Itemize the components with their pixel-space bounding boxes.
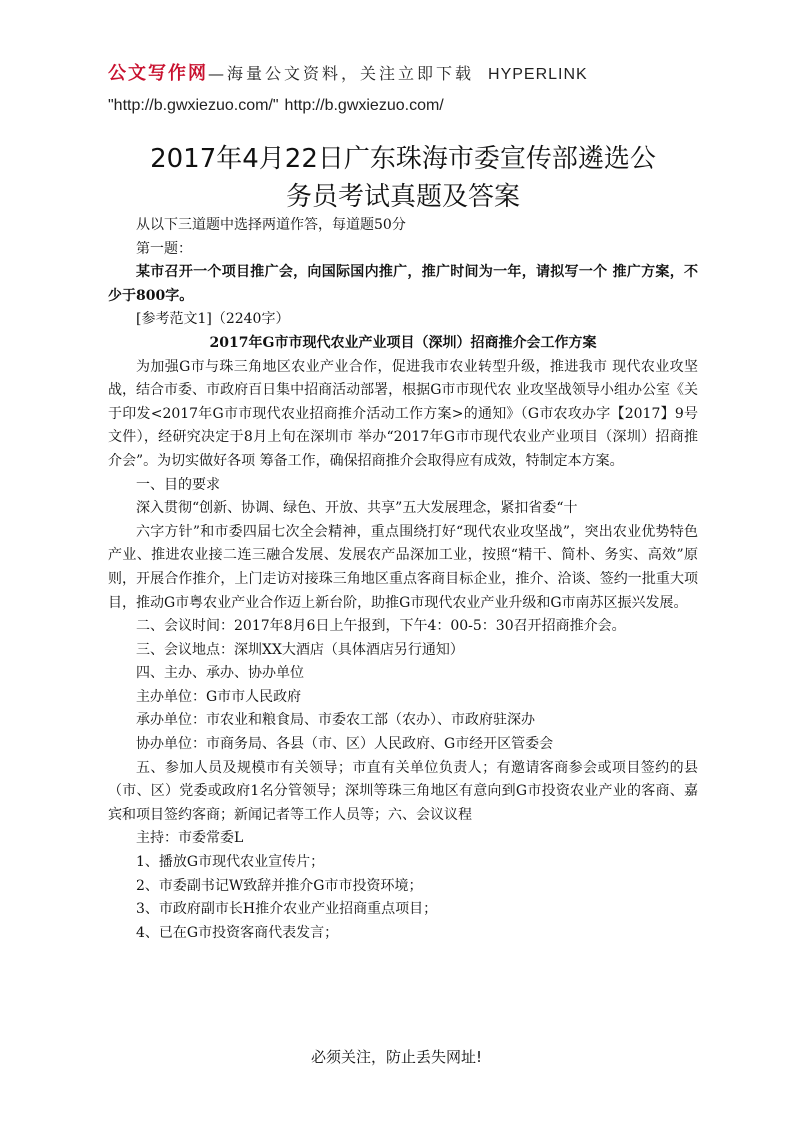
question-label: 第一题： <box>136 240 192 257</box>
header-url-line <box>108 91 698 121</box>
sample-title: 2017年G市市现代农业产业项目（深圳）招商推介会工作方案 <box>209 334 597 351</box>
page-footer: 必须关注，防止丢失网址! <box>310 1048 482 1066</box>
paragraph: 主办单位：G市市人民政府 <box>136 688 302 705</box>
paragraph: 主持：市委常委L <box>136 830 244 847</box>
section-heading: 四、主办、承办、协办单位 <box>136 665 304 682</box>
site-tagline: —海量公文资料，关注立即下载 <box>208 64 475 83</box>
list-item: 4、已在G市投资客商代表发言； <box>136 924 339 941</box>
paragraph: 协办单位：市商务局、各县（市、区）人民政府、G市经开区管委会 <box>136 736 554 753</box>
section-heading: 一、目的要求 <box>136 476 220 493</box>
instruction: 从以下三道题中选择两道作答，每道题50分 <box>136 217 406 233</box>
paragraph: 深入贯彻“创新、协调、绿色、开放、共享”五大发展理念，紧扣省委“十 <box>136 500 578 517</box>
list-item: 2、市委副书记W致辞并推介G市市投资环境； <box>136 877 423 894</box>
sample-label: [参考范文1]（2240字） <box>136 311 290 328</box>
site-brand[interactable]: 公文写作网 <box>108 63 208 84</box>
paragraph: 六字方针”和市委四届七次全会精神，重点围绕打好“现代农业攻坚战”，突出农业优势特色产业、推进农业接二连三融合发展、发展农产品深加工业，按照“精干、简朴、务实、高效”原则，开展合作推介，上门走访对接珠三角地区重点客商目标企业，推介、洽谈、签约一批重大项目，推动G市粤农业产业合作迈上新台阶，助推G市现代农业产业升级和G市南苏区振兴发展。 <box>108 523 698 611</box>
title-line-1: 2017年4月22日广东珠海市委宣传部遴选公 <box>150 144 656 174</box>
hyperlink-word: HYPERLINK <box>488 66 588 83</box>
question-text: 某市召开一个项目推广会，向国际国内推广，推广时间为一年，请拟写一个 推广方案，不少于800字。 <box>108 264 698 304</box>
header-line <box>108 58 698 91</box>
url-quoted: "http://b.gwxiezuo.com/" <box>108 97 279 114</box>
paragraph: 为加强G市与珠三角地区农业产业合作，促进我市农业转型升级，推进我市 现代农业攻坚战，结合市委、市政府百日集中招商活动部署，根据G市市现代农 业攻坚战领导小组办公室《关于印发<2017年G市市现代农业招商推介活动工作方案>的通知》（G市农攻办字【2017】9号文件），经研究决定于8月上旬在深圳市 举办“2017年G市市现代农业产业项目（深圳）招商推介会”。为切实做好各项 筹备工作，确保招商推介会取得应有成效，特制定本方案。 <box>108 358 698 469</box>
list-item: 1、播放G市现代农业宣传片； <box>136 854 325 871</box>
title-line-2: 务员考试真题及答案 <box>285 182 520 212</box>
url-link[interactable]: http://b.gwxiezuo.com/ <box>284 97 444 114</box>
document-title <box>108 140 698 216</box>
document-body <box>108 214 698 945</box>
paragraph: 三、会议地点：深圳XX大酒店（具体酒店另行通知） <box>136 641 464 658</box>
paragraph: 承办单位：市农业和粮食局、市委农工部（农办）、市政府驻深办 <box>136 712 535 729</box>
paragraph: 五、参加人员及规模市有关领导；市直有关单位负责人；有邀请客商参会或项目签约的县（市、区）党委或政府1名分管领导；深圳等珠三角地区有意向到G市投资农业产业的客商、嘉宾和项目签约客商；新闻记者等工作人员等；六、会议议程 <box>108 759 698 823</box>
paragraph: 二、会议时间：2017年8月6日上午报到，下午4：00-5：30召开招商推介会。 <box>136 618 626 635</box>
site-header <box>108 58 698 121</box>
list-item: 3、市政府副市长H推介农业产业招商重点项目； <box>136 901 438 918</box>
